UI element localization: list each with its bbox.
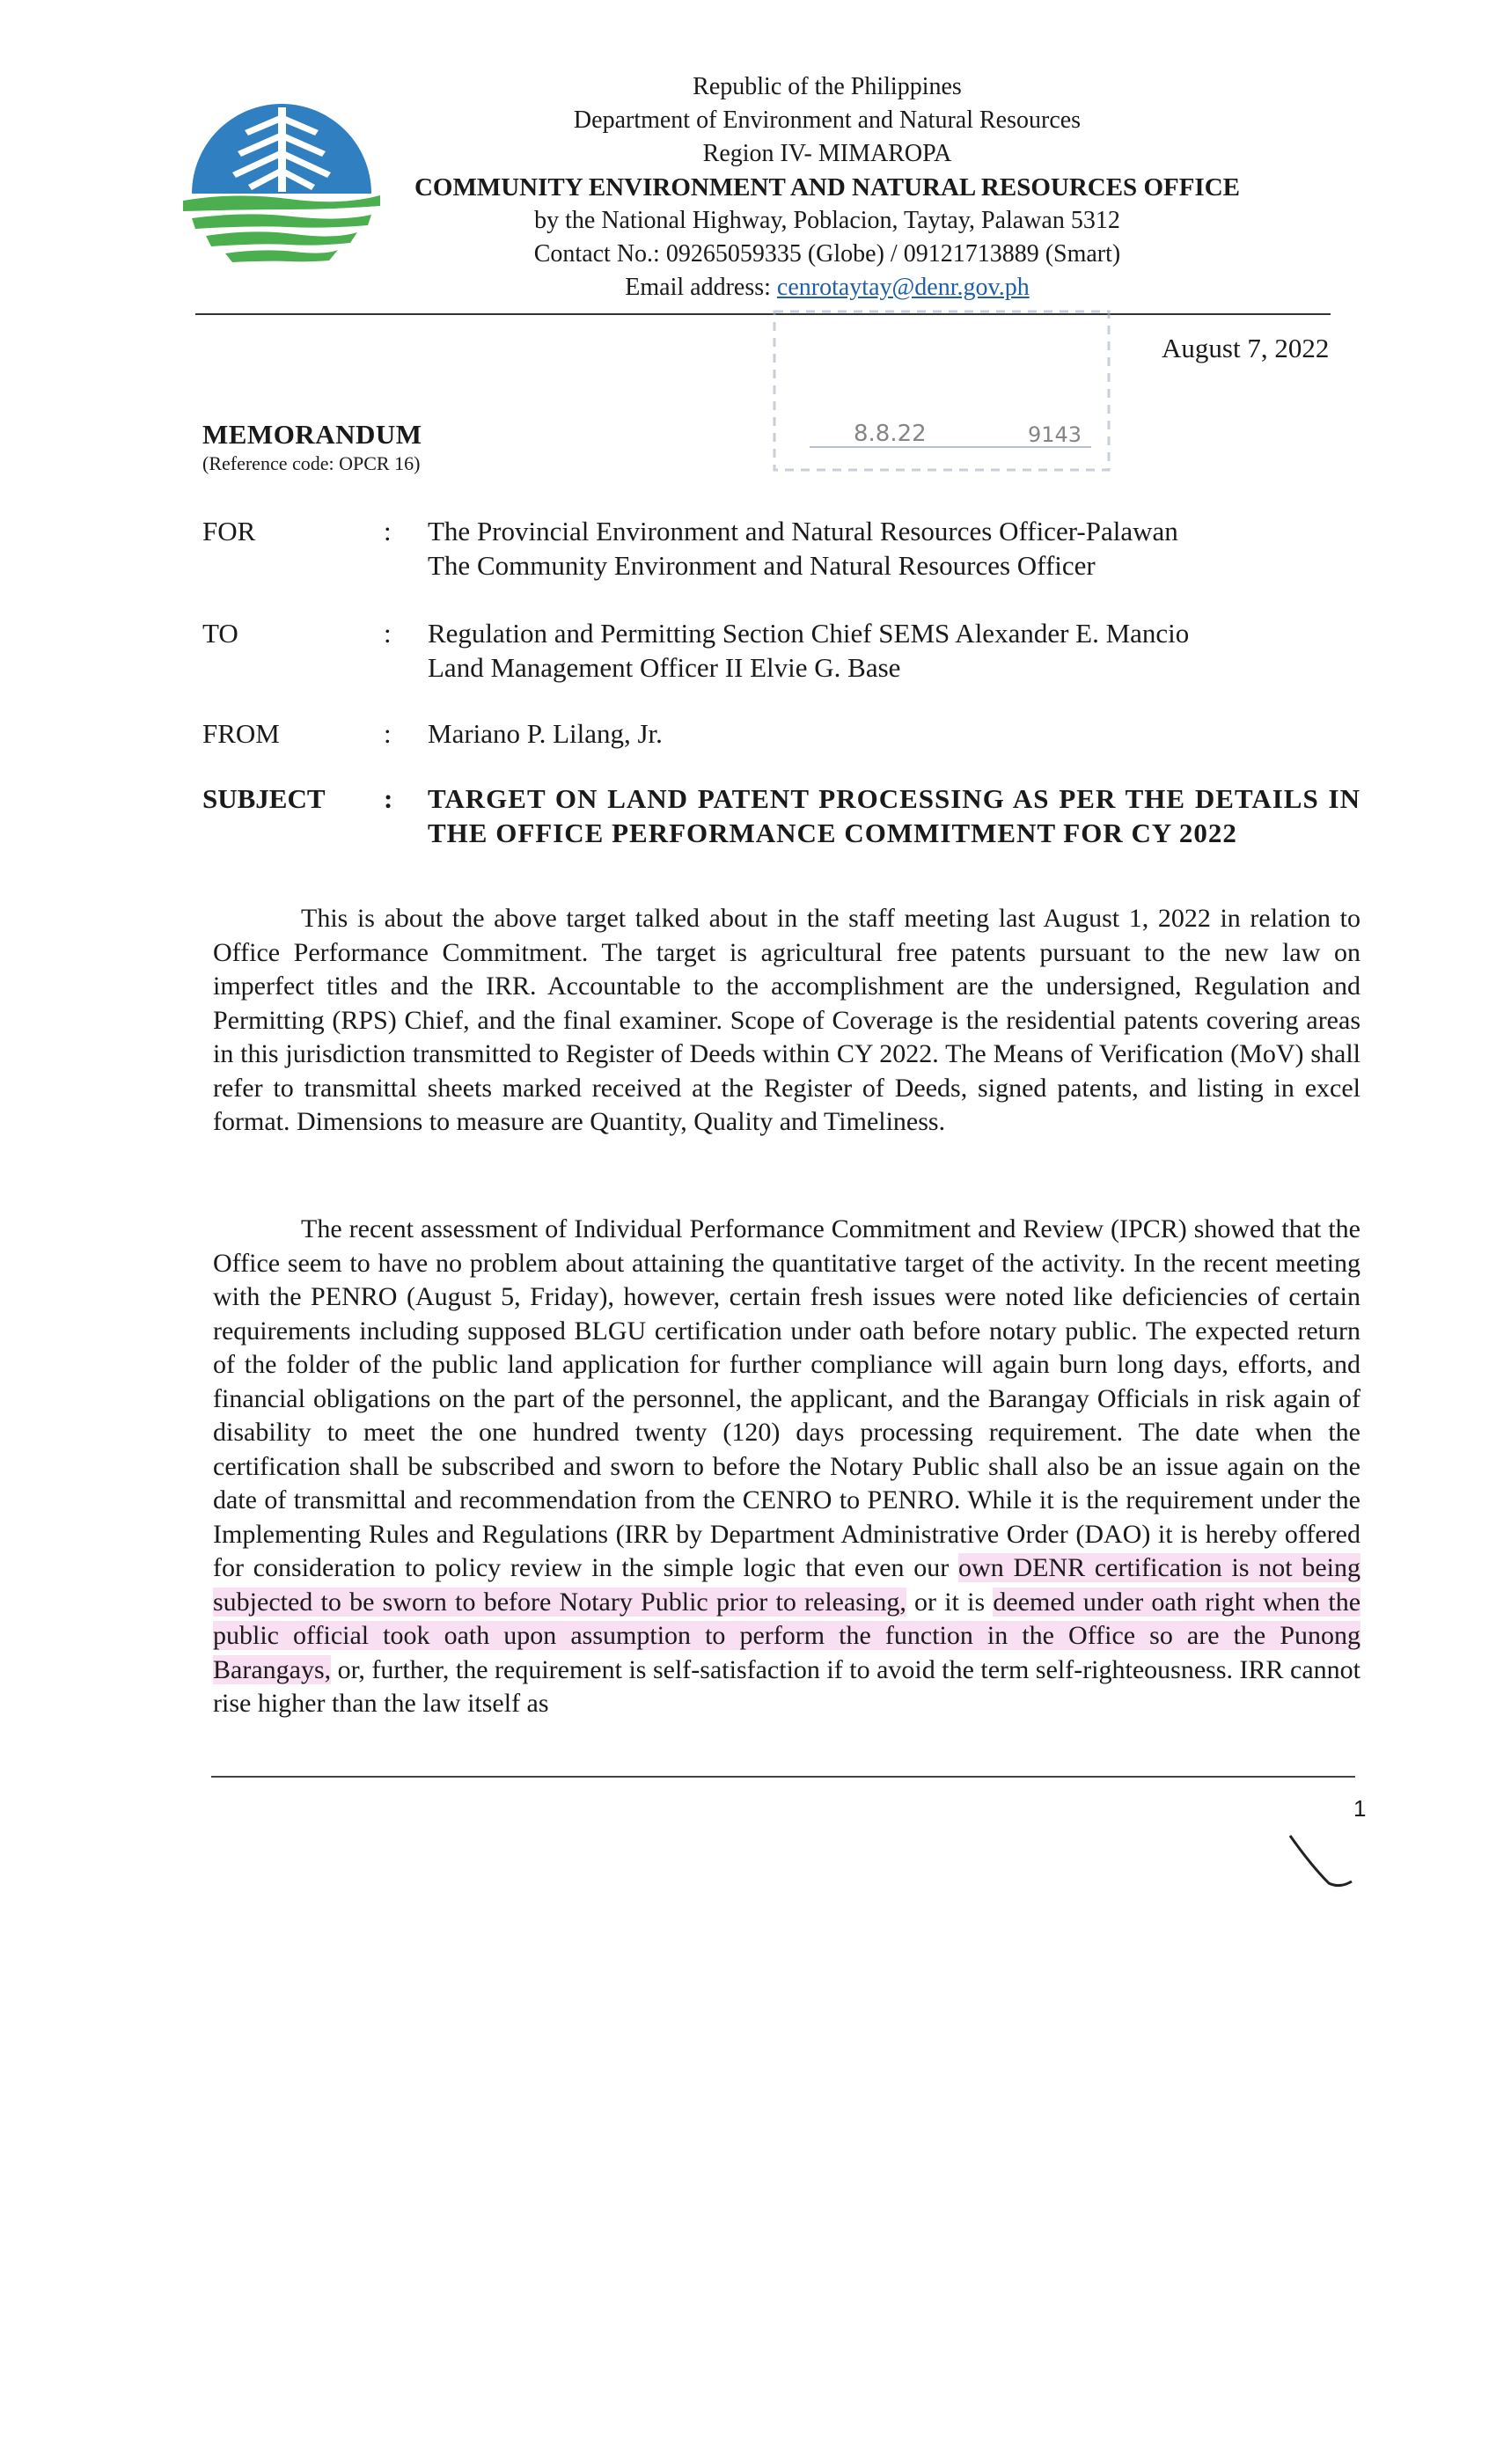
for-line-1: The Provincial Environment and Natural Resources Officer-Palawan <box>428 516 1178 546</box>
to-row <box>202 616 1364 686</box>
paragraph-2-end: or, further, the requirement is self-satisfaction if to avoid the term self-righteousness. IRR cannot rise higher than the law itself as <box>213 1654 1360 1718</box>
subject-row <box>202 781 1364 887</box>
footer-divider <box>211 1776 1355 1778</box>
letterhead-address: by the National Highway, Poblacion, Taytay, Palawan 5312 <box>534 207 1120 234</box>
highlighted-text-1: own DENR certification is not being subjected to be sworn to before Notary Public prior to releasing, <box>213 1553 1360 1617</box>
memo-reference: (Reference code: OPCR 16) <box>202 452 421 474</box>
letterhead-region: Region IV- MIMAROPA <box>702 140 952 167</box>
email-link[interactable]: cenrotaytay@denr.gov.ph <box>776 274 1030 301</box>
paragraph-2-middle: or it is <box>906 1587 994 1617</box>
letterhead-office: COMMUNITY ENVIRONMENT AND NATURAL RESOURCES OFFICE <box>414 173 1240 202</box>
from-row <box>202 716 1364 752</box>
for-row <box>202 514 1364 584</box>
letterhead-contact: Contact No.: 09265059335 (Globe) / 09121713889 (Smart) <box>533 240 1121 268</box>
stamp-number: 9143 <box>1028 422 1082 447</box>
to-label: TO <box>202 618 238 649</box>
memo-date: August 7, 2022 <box>1162 333 1330 363</box>
to-value <box>428 616 1360 685</box>
stamp-date: 8.8.22 <box>854 421 927 447</box>
from-colon: : <box>384 718 392 749</box>
page-number: 1 <box>1353 1795 1367 1822</box>
for-label: FOR <box>202 516 256 546</box>
for-colon: : <box>384 516 392 546</box>
letterhead <box>334 70 1320 304</box>
paragraph-1-text: This is about the above target talked about in the staff meeting last August 1, 2022 in relation to Office Performance Commitment. The target is agricultural free patents pursuant to the new law on imperfect titles and the IRR. Accountable to the accomplishment are the undersigned, Regulation and Permitting (RPS) Chief, and the final examiner. Scope of Coverage is the residential patents covering areas in this jurisdiction transmitted to Register of Deeds within CY 2022. The Means of Verification (MoV) shall refer to transmittal sheets marked received at the Register of Deeds, signed patents, and listing in excel format. Dimensions to measure are Quantity, Quality and Timeliness. <box>213 904 1360 1136</box>
body-paragraph-2 <box>213 1213 1360 1721</box>
email-label: Email address: <box>625 274 777 301</box>
subject-label: SUBJECT <box>202 783 326 814</box>
paragraph-2-text <box>213 1213 1360 1721</box>
received-stamp <box>757 299 1126 484</box>
to-line-2: Land Management Officer II Elvie G. Base <box>428 652 901 683</box>
for-line-2: The Community Environment and Natural Resources Officer <box>428 550 1096 581</box>
from-label: FROM <box>202 718 280 749</box>
stamp-outline <box>757 299 1126 484</box>
subject-value: TARGET ON LAND PATENT PROCESSING AS PER THE DETAILS IN THE OFFICE PERFORMANCE COMMITMENT FOR CY 2022 <box>428 783 1360 848</box>
highlighted-text-2: deemed under oath right when the public official took oath upon assumption to perform the function in the Office so are the Punong Barangays, <box>213 1587 1361 1684</box>
subject-colon: : <box>384 783 393 814</box>
paragraph-2-start: The recent assessment of Individual Performance Commitment and Review (IPCR) showed that the Office seem to have no problem about attaining the quantitative target of the activity. In the recent meeting with the PENRO (August 5, Friday), however, certain fresh issues were noted like deficiencies of certain requirements including supposed BLGU certification under oath before notary public. The expected return of the folder of the public land application for further compliance will again burn long days, efforts, and financial obligations on the part of the personnel, the applicant, and the Barangay Officials in risk again of disability to meet the one hundred twenty (120) days processing requirement. The date when the certification shall be subscribed and sworn to before the Notary Public shall also be an issue again on the date of transmittal and recommendation from the CENRO to PENRO. While it is the requirement under the Implementing Rules and Regulations (IRR by Department Administrative Order (DAO) it is hereby offered for consideration to policy review in the simple logic that even our <box>213 1214 1360 1582</box>
initial-mark-icon <box>1285 1830 1355 1892</box>
letterhead-department: Department of Environment and Natural Resources <box>573 106 1082 134</box>
to-colon: : <box>384 618 392 649</box>
letterhead-republic: Republic of the Philippines <box>693 73 962 100</box>
for-value <box>428 514 1360 583</box>
memo-title: MEMORANDUM <box>202 419 422 450</box>
from-value: Mariano P. Lilang, Jr. <box>428 718 663 749</box>
to-line-1: Regulation and Permitting Section Chief SEMS Alexander E. Mancio <box>428 618 1190 649</box>
body-paragraph-1 <box>213 902 1360 1140</box>
